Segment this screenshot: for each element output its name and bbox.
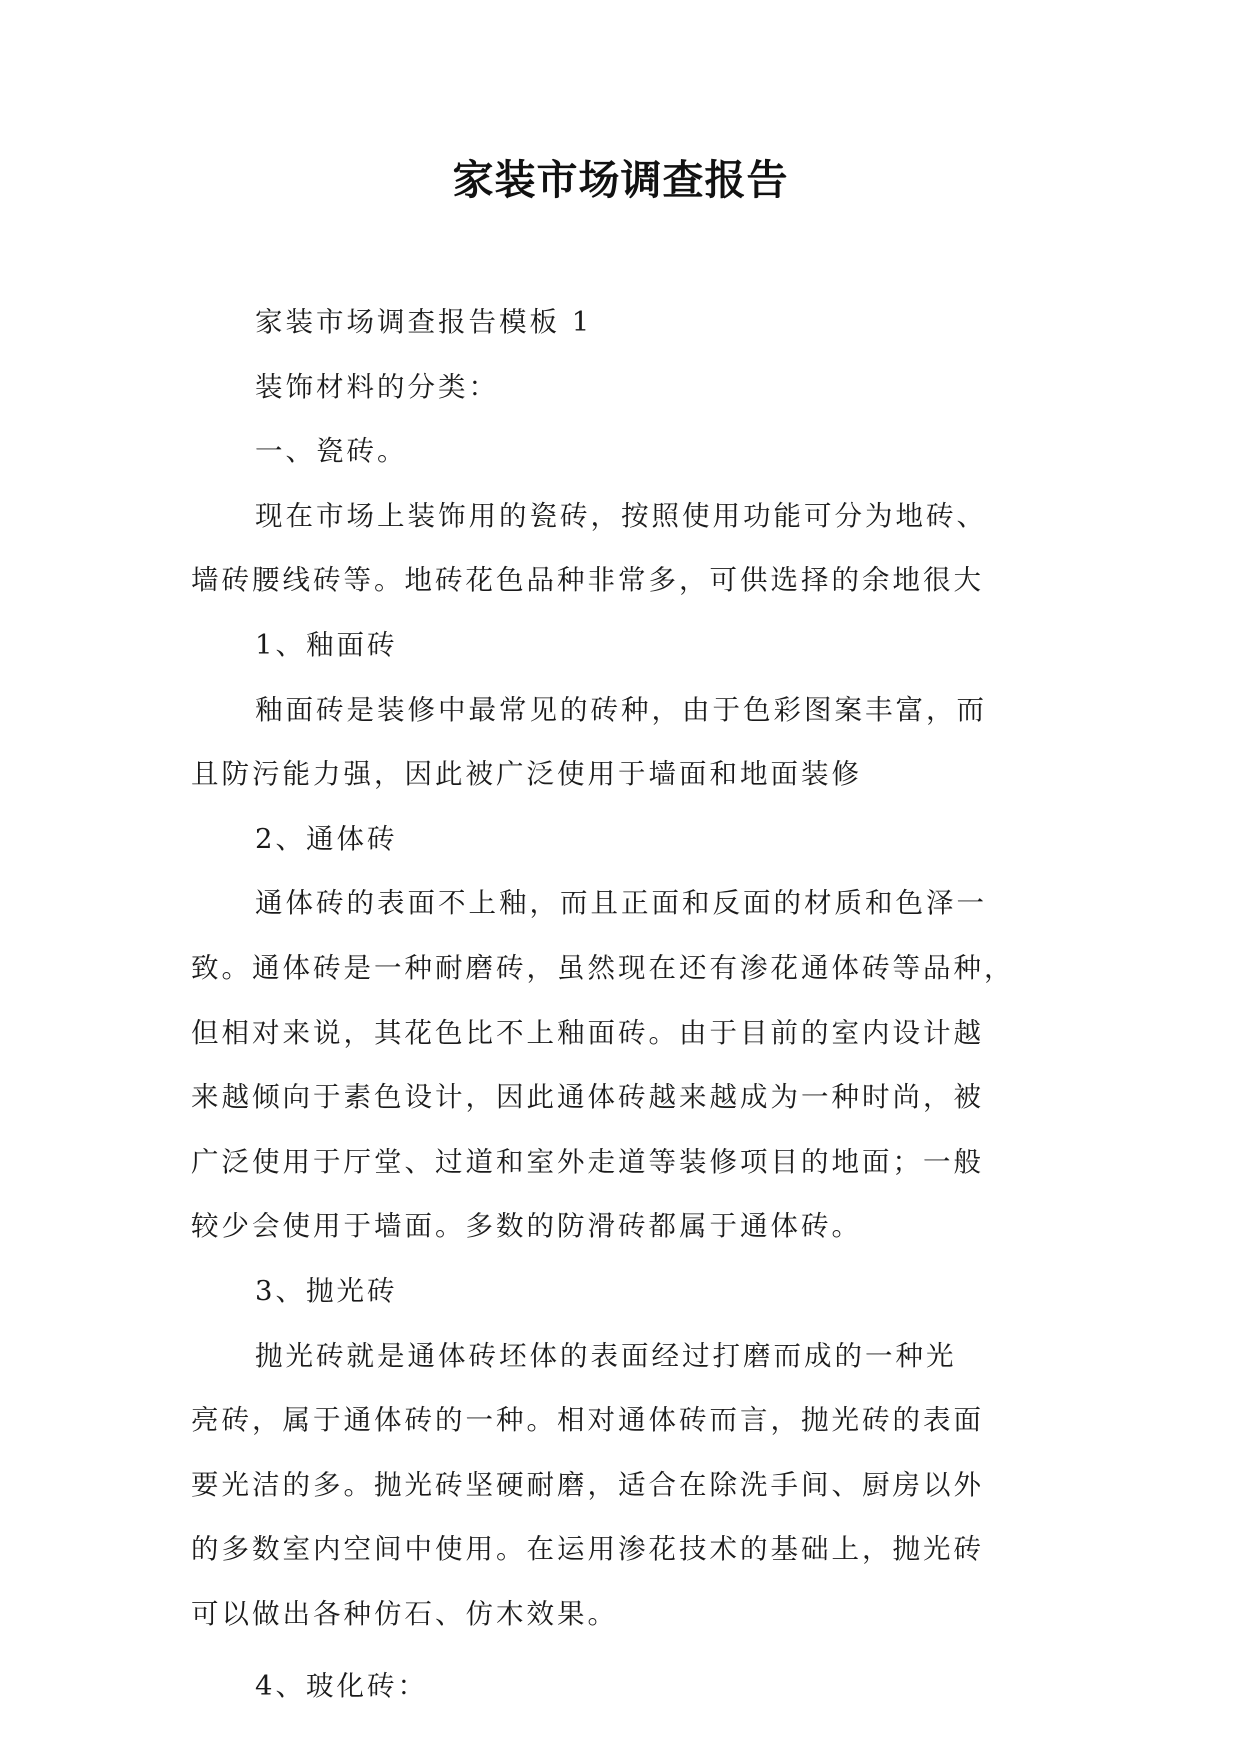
document-title: 家装市场调查报告: [452, 156, 789, 204]
paragraph-line: 致。通体砖是一种耐磨砖，虽然现在还有渗花通体砖等品种，: [191, 951, 1015, 984]
paragraph-line: 一、瓷砖。: [255, 435, 408, 468]
paragraph-line: 3、抛光砖: [255, 1274, 398, 1307]
paragraph-line: 通体砖的表面不上釉，而且正面和反面的材质和色泽一: [255, 887, 987, 920]
paragraph-line: 广泛使用于厅堂、过道和室外走道等装修项目的地面；一般: [191, 1145, 984, 1178]
paragraph-line: 2、通体砖: [255, 822, 398, 855]
paragraph-line: 抛光砖就是通体砖坯体的表面经过打磨而成的一种光: [255, 1339, 957, 1372]
paragraph-line: 亮砖，属于通体砖的一种。相对通体砖而言，抛光砖的表面: [191, 1404, 984, 1437]
paragraph-line: 装饰材料的分类：: [255, 370, 499, 403]
paragraph-line: 较少会使用于墙面。多数的防滑砖都属于通体砖。: [191, 1210, 862, 1243]
paragraph-line: 现在市场上装饰用的瓷砖，按照使用功能可分为地砖、: [255, 499, 987, 532]
paragraph-line: 4、玻化砖：: [255, 1670, 428, 1703]
paragraph-line: 釉面砖是装修中最常见的砖种，由于色彩图案丰富，而: [255, 693, 987, 726]
paragraph-line: 可以做出各种仿石、仿木效果。: [191, 1597, 618, 1630]
paragraph-line: 但相对来说，其花色比不上釉面砖。由于目前的室内设计越: [191, 1016, 984, 1049]
paragraph-line: 的多数室内空间中使用。在运用渗花技术的基础上，抛光砖: [191, 1533, 984, 1566]
paragraph-line: 要光洁的多。抛光砖坚硬耐磨，适合在除洗手间、厨房以外: [191, 1468, 984, 1501]
paragraph-line: 1、釉面砖: [255, 628, 398, 661]
paragraph-line: 来越倾向于素色设计，因此通体砖越来越成为一种时尚，被: [191, 1081, 984, 1114]
paragraph-line: 且防污能力强，因此被广泛使用于墙面和地面装修: [191, 758, 862, 791]
document-body: [191, 290, 1051, 1719]
paragraph-line: 家装市场调查报告模板 1: [255, 306, 593, 338]
paragraph-line: 墙砖腰线砖等。地砖花色品种非常多，可供选择的余地很大: [191, 564, 984, 597]
